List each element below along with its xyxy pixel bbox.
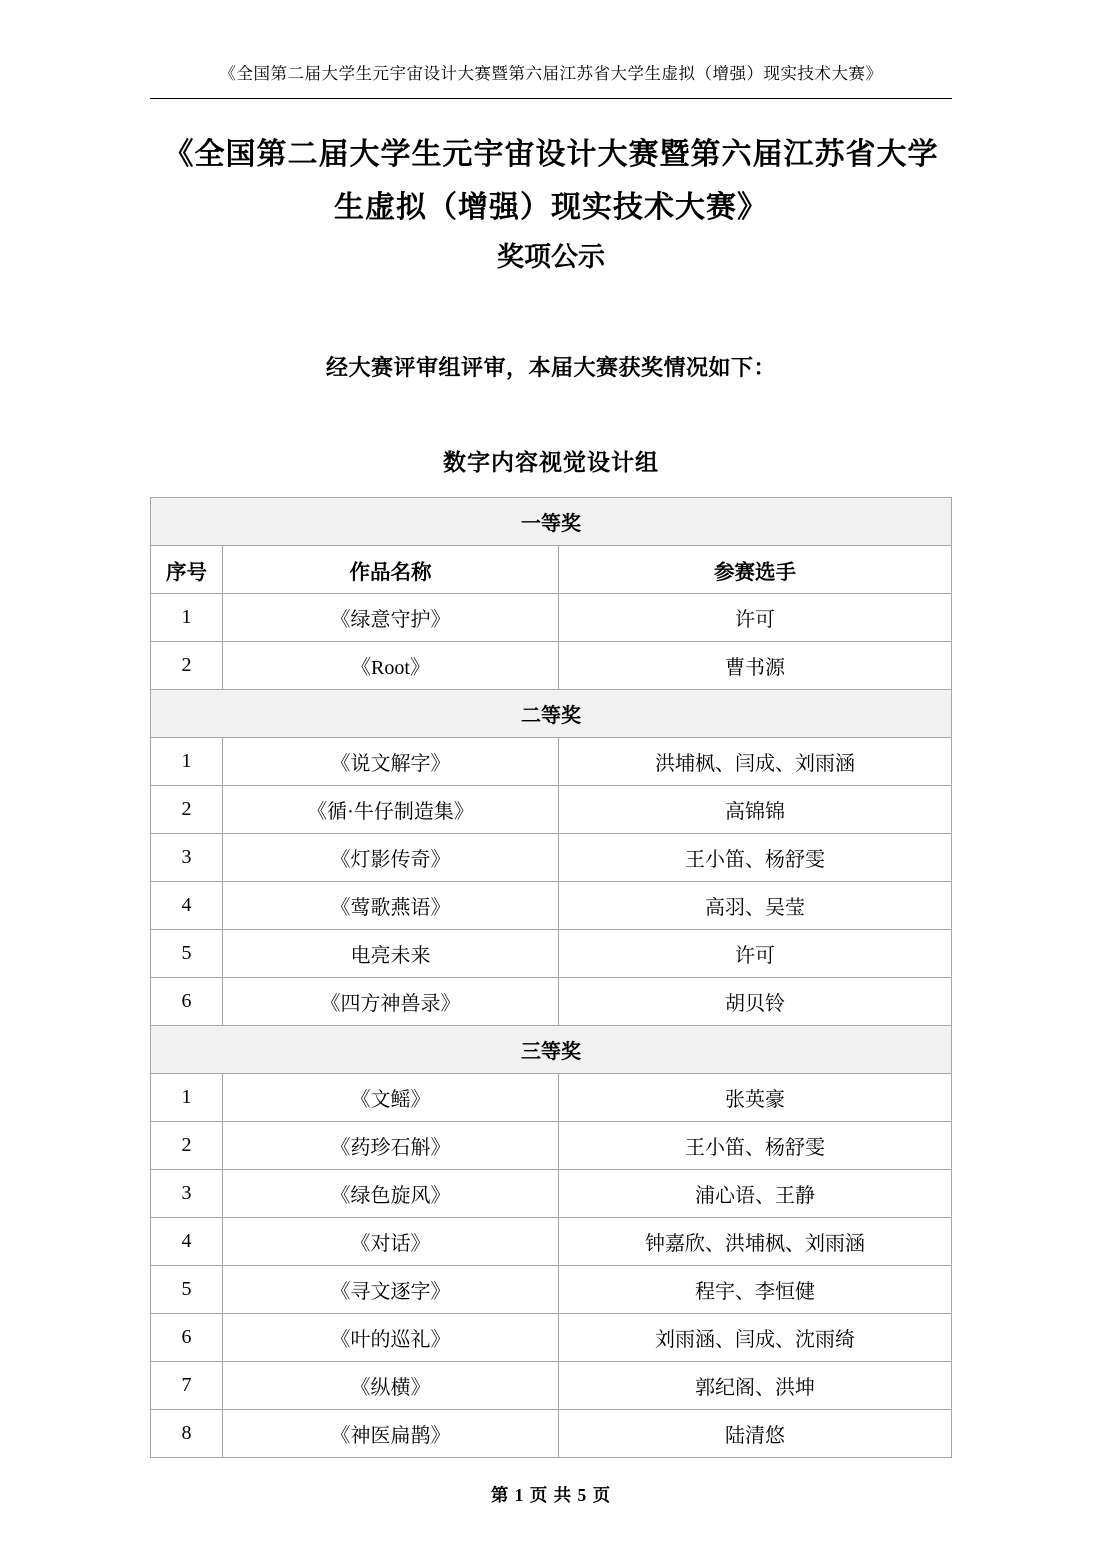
cell-no: 8 [151,1410,223,1458]
table-row [151,1122,952,1170]
cell-people: 郭纪阁、洪坤 [559,1362,952,1410]
table-row [151,786,952,834]
table-row [151,930,952,978]
page-footer: 第 1 页 共 5 页 [490,1485,612,1505]
cell-people: 王小笛、杨舒雯 [559,834,952,882]
cell-people: 刘雨涵、闫成、沈雨绮 [559,1314,952,1362]
cell-no: 3 [151,834,223,882]
cell-no: 5 [151,930,223,978]
cell-people: 胡贝铃 [559,978,952,1026]
cell-work: 《叶的巡礼》 [223,1314,559,1362]
cell-work: 《循·牛仔制造集》 [223,786,559,834]
table-row [151,1170,952,1218]
table-row [151,978,952,1026]
cell-no: 1 [151,594,223,642]
award-band-row [151,1026,952,1074]
cell-no: 3 [151,1170,223,1218]
running-head: 《全国第二届大学生元宇宙设计大赛暨第六届江苏省大学生虚拟（增强）现实技术大赛》 [219,64,883,83]
cell-no: 1 [151,1074,223,1122]
awards-table-body [151,498,952,1458]
cell-no: 4 [151,1218,223,1266]
column-header-people: 参赛选手 [559,546,952,594]
award-band-label: 一等奖 [151,498,952,546]
group-title: 数字内容视觉设计组 [443,450,659,476]
cell-people: 浦心语、王静 [559,1170,952,1218]
cell-work: 《神医扁鹊》 [223,1410,559,1458]
cell-no: 1 [151,738,223,786]
table-row [151,594,952,642]
award-band-row [151,498,952,546]
table-row [151,1362,952,1410]
cell-work: 《纵横》 [223,1362,559,1410]
cell-no: 2 [151,1122,223,1170]
table-row [151,834,952,882]
cell-people: 洪埔枫、闫成、刘雨涵 [559,738,952,786]
cell-people: 程宇、李恒健 [559,1266,952,1314]
page-title [150,129,952,234]
award-band-row [151,690,952,738]
cell-people: 高羽、吴莹 [559,882,952,930]
table-row [151,882,952,930]
table-row [151,1410,952,1458]
cell-people: 许可 [559,594,952,642]
cell-work: 电亮未来 [223,930,559,978]
page-title-line-1: 《全国第二届大学生元宇宙设计大赛暨第六届江苏省大学 [163,138,939,171]
cell-people: 许可 [559,930,952,978]
cell-no: 6 [151,978,223,1026]
cell-work: 《绿意守护》 [223,594,559,642]
award-band-label: 三等奖 [151,1026,952,1074]
intro-text: 经大赛评审组评审，本届大赛获奖情况如下： [325,355,776,381]
cell-work: 《说文解字》 [223,738,559,786]
cell-work: 《文鳐》 [223,1074,559,1122]
cell-people: 张英豪 [559,1074,952,1122]
table-row [151,1266,952,1314]
cell-work: 《药珍石斛》 [223,1122,559,1170]
table-row [151,1218,952,1266]
cell-no: 7 [151,1362,223,1410]
table-row [151,738,952,786]
cell-people: 王小笛、杨舒雯 [559,1122,952,1170]
table-header-row [151,546,952,594]
header-divider [150,98,952,99]
column-header-no: 序号 [151,546,223,594]
column-header-work: 作品名称 [223,546,559,594]
page-title-line-2: 生虚拟（增强）现实技术大赛》 [334,190,768,224]
page-subtitle: 奖项公示 [497,242,605,272]
cell-people: 高锦锦 [559,786,952,834]
cell-work: 《对话》 [223,1218,559,1266]
cell-people: 曹书源 [559,642,952,690]
cell-work: 《四方神兽录》 [223,978,559,1026]
cell-no: 5 [151,1266,223,1314]
cell-work: 《灯影传奇》 [223,834,559,882]
cell-work: 《寻文逐字》 [223,1266,559,1314]
cell-no: 2 [151,786,223,834]
table-row [151,1314,952,1362]
table-row [151,642,952,690]
cell-work: 《Root》 [223,642,559,690]
cell-no: 2 [151,642,223,690]
award-band-label: 二等奖 [151,690,952,738]
cell-people: 钟嘉欣、洪埔枫、刘雨涵 [559,1218,952,1266]
table-row [151,1074,952,1122]
awards-table [150,497,952,1458]
cell-no: 6 [151,1314,223,1362]
cell-people: 陆清悠 [559,1410,952,1458]
cell-work: 《莺歌燕语》 [223,882,559,930]
cell-work: 《绿色旋风》 [223,1170,559,1218]
cell-no: 4 [151,882,223,930]
